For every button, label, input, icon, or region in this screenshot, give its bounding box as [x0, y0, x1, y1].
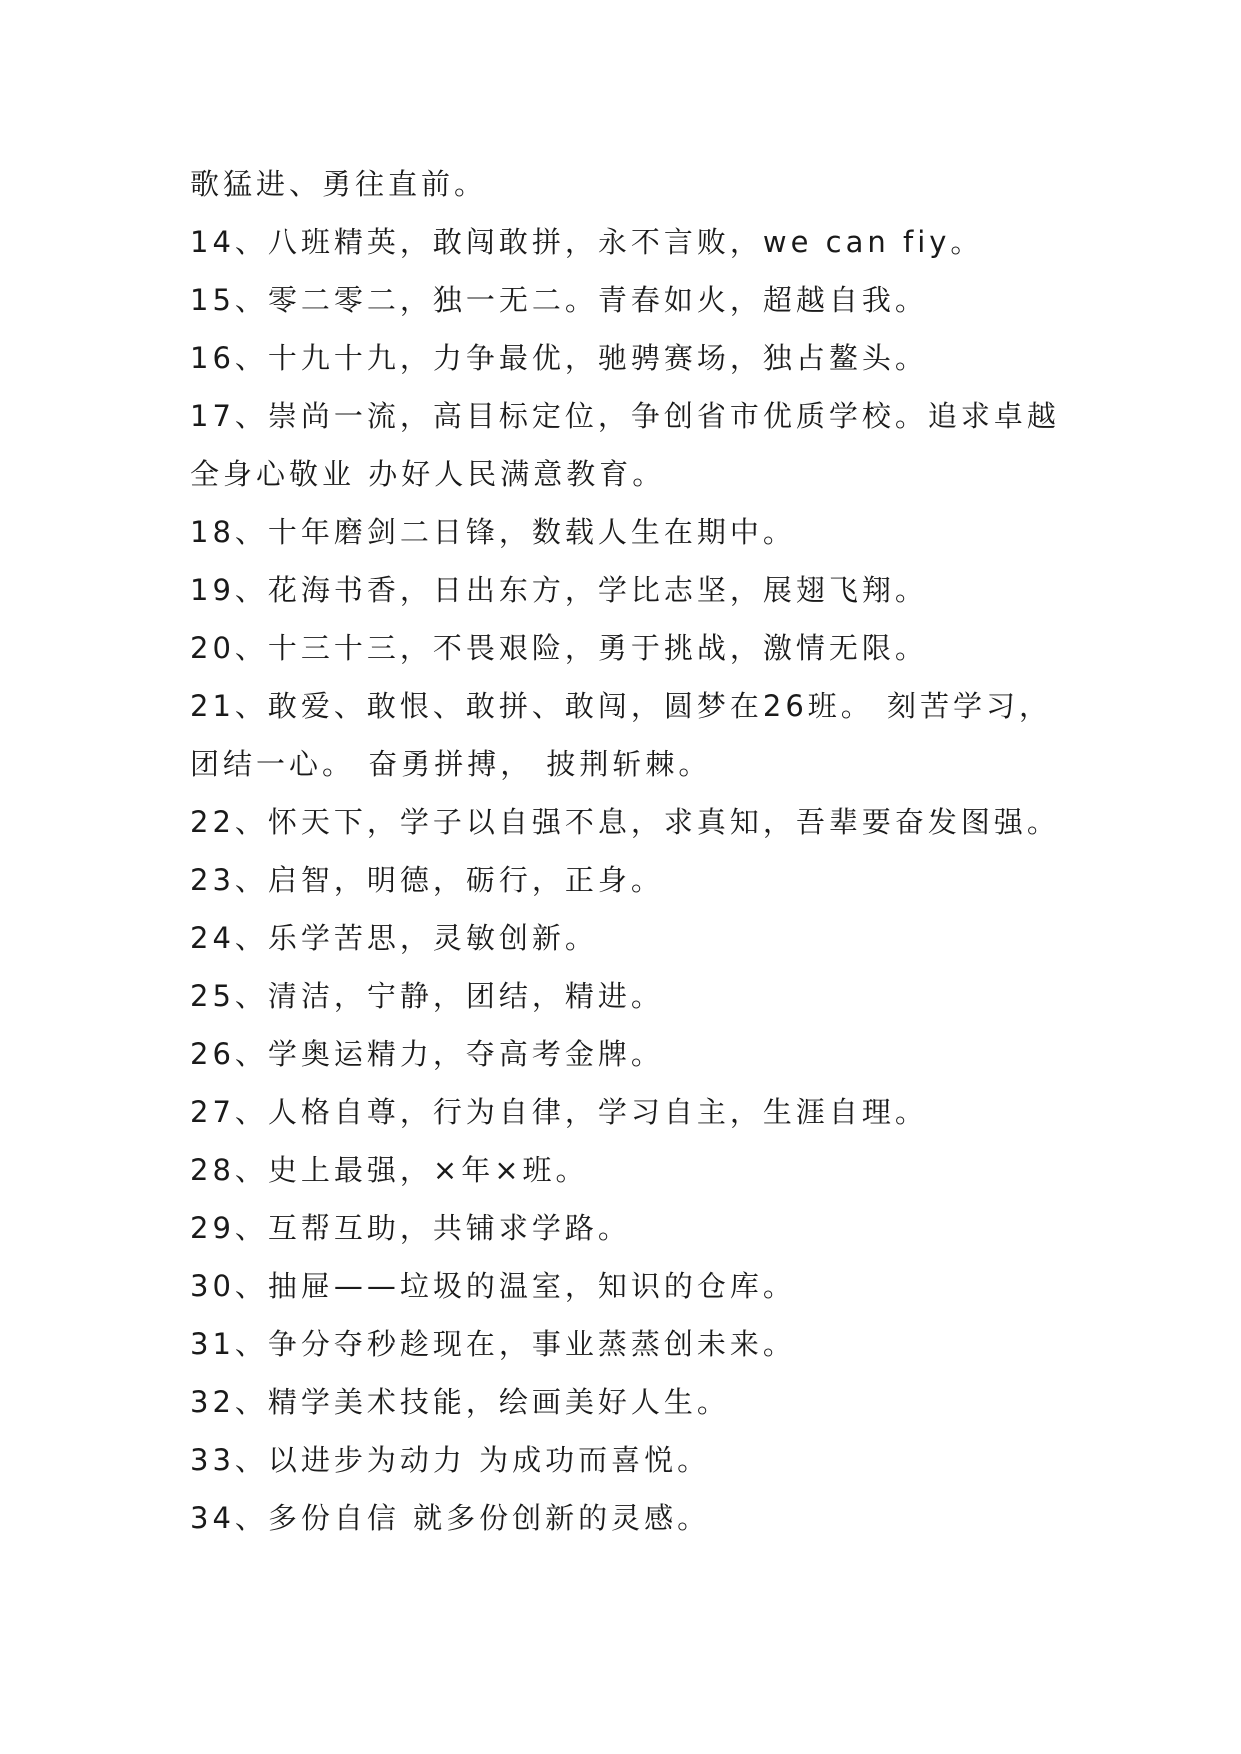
text-line: 26、学奥运精力，夺高考金牌。 [190, 1037, 664, 1071]
text-line: 全身心敬业 办好人民满意教育。 [190, 457, 666, 491]
text-line: 31、争分夺秒趁现在，事业蒸蒸创未来。 [190, 1327, 796, 1361]
text-line: 22、怀天下，学子以自强不息，求真知，吾辈要奋发图强。 [190, 805, 1060, 839]
text-line: 27、人格自尊，行为自律，学习自主，生涯自理。 [190, 1095, 928, 1129]
text-line: 17、崇尚一流，高目标定位，争创省市优质学校。追求卓越 [190, 399, 1060, 433]
slogan-list [190, 155, 1090, 1547]
text-line: 23、启智，明德，砺行，正身。 [190, 863, 664, 897]
text-line: 团结一心。 奋勇拼搏， 披荆斩棘。 [190, 747, 712, 781]
text-line: 28、史上最强，×年×班。 [190, 1153, 589, 1187]
text-line: 33、以进步为动力 为成功而喜悦。 [190, 1443, 711, 1477]
text-line: 15、零二零二，独一无二。青春如火，超越自我。 [190, 283, 928, 317]
text-line: 16、十九十九，力争最优，驰骋赛场，独占鳌头。 [190, 341, 928, 375]
text-line: 32、精学美术技能，绘画美好人生。 [190, 1385, 730, 1419]
text-line: 18、十年磨剑二日锋，数载人生在期中。 [190, 515, 796, 549]
text-line: 29、互帮互助，共铺求学路。 [190, 1211, 631, 1245]
text-line: 14、八班精英，敢闯敢拼，永不言败，we can fiy。 [190, 225, 984, 259]
text-line: 20、十三十三，不畏艰险，勇于挑战，激情无限。 [190, 631, 928, 665]
text-line: 25、清洁，宁静，团结，精进。 [190, 979, 664, 1013]
text-line: 21、敢爱、敢恨、敢拼、敢闯，圆梦在26班。 刻苦学习， [190, 689, 1053, 723]
text-line: 30、抽屉——垃圾的温室，知识的仓库。 [190, 1269, 796, 1303]
text-line: 34、多份自信 就多份创新的灵感。 [190, 1501, 711, 1535]
text-line: 19、花海书香，日出东方，学比志坚，展翅飞翔。 [190, 573, 928, 607]
text-line: 歌猛进、勇往直前。 [190, 167, 488, 201]
text-line: 24、乐学苦思，灵敏创新。 [190, 921, 598, 955]
